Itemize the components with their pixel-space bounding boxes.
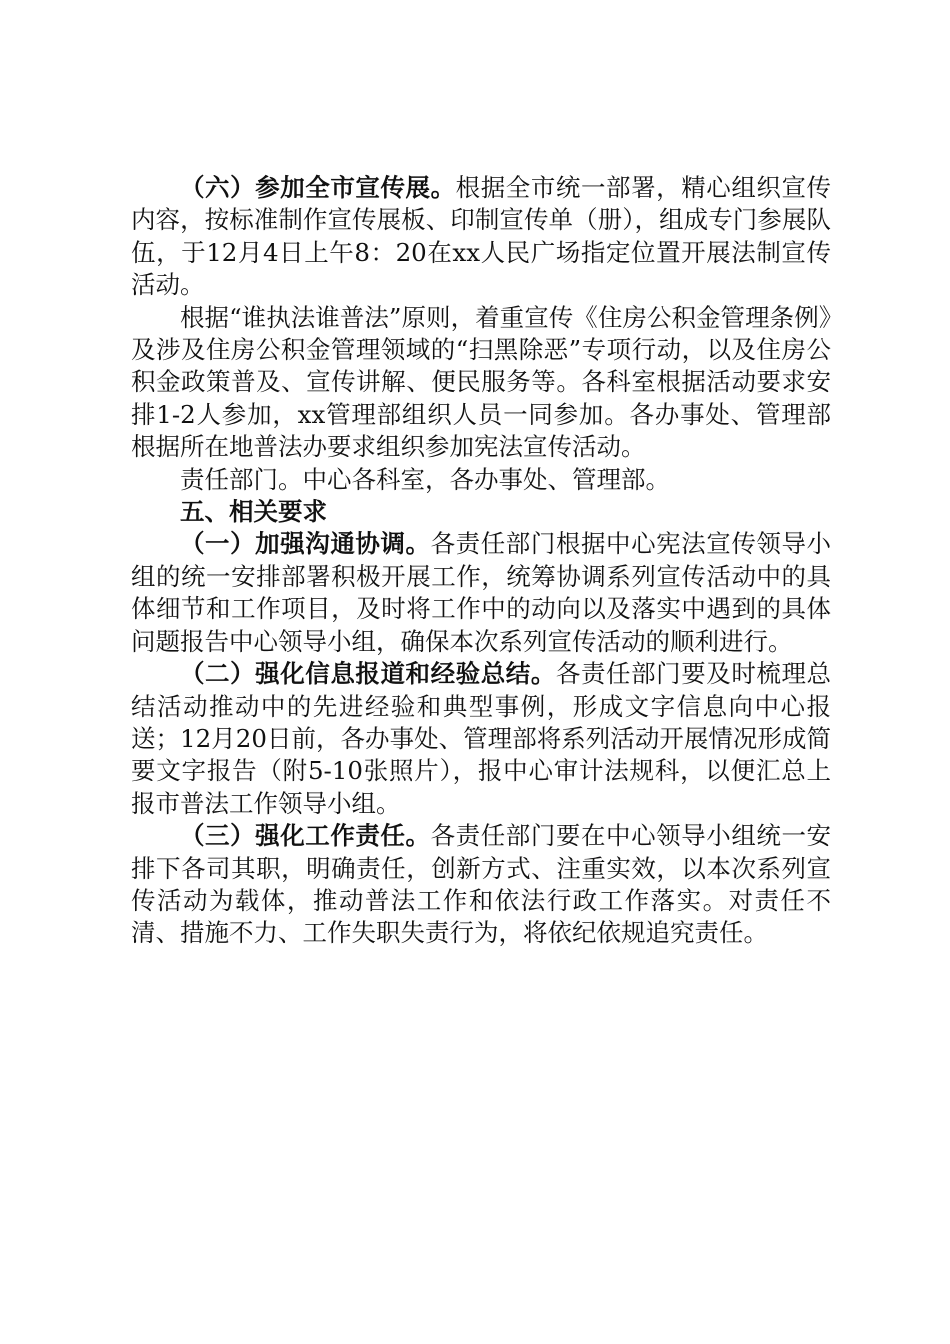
paragraph-exhibition (131, 172, 831, 302)
section-heading-requirements: 五、相关要求 (180, 497, 327, 527)
paragraph-lead-exhibition: （六）参加全市宣传展。 (180, 173, 456, 202)
paragraph-publicity-focus (131, 302, 831, 464)
document-page (131, 172, 831, 950)
paragraph-body-reporting: 各责任部门要及时梳理总结活动推动中的先进经验和典型事例，形成文字信息向中心报送；12月20日前，各办事处、管理部将系列活动开展情况形成简要文字报告（附5-10张照片），报中心审计法规科，以便汇总上报市普法工作领导小组。 (131, 659, 832, 818)
paragraph-lead-responsibility: （三）强化工作责任。 (180, 821, 431, 851)
paragraph-body-exhibition: 根据全市统一部署，精心组织宣传内容，按标准制作宣传展板、印制宣传单（册），组成专门参展队伍，于12月4日上午8：20在xx人民广场指定位置开展法制宣传活动。 (131, 173, 832, 300)
paragraph-lead-reporting: （二）强化信息报道和经验总结。 (180, 659, 556, 689)
paragraph-body-publicity-focus: 根据“谁执法谁普法”原则，着重宣传《住房公积金管理条例》及涉及住房公积金管理领域的“扫黑除恶”专项行动，以及住房公积金政策普及、宣传讲解、便民服务等。各科室根据活动要求安排1-2人参加，xx管理部组织人员一同参加。各办事处、管理部根据所在地普法办要求组织参加宪法宣传活动。 (131, 302, 831, 462)
paragraph-body-responsible-departments: 责任部门。中心各科室，各办事处、管理部。 (180, 464, 670, 494)
paragraph-lead-communication: （一）加强沟通协调。 (180, 529, 431, 559)
paragraph-responsible-departments (131, 464, 831, 496)
paragraph-communication (131, 528, 831, 658)
paragraph-body-communication: 各责任部门根据中心宪法宣传领导小组的统一安排部署积极开展工作，统筹协调系列宣传活动中的具体细节和工作项目，及时将工作中的动向以及落实中遇到的具体问题报告中心领导小组，确保本次系列宣传活动的顺利进行。 (131, 529, 832, 656)
paragraph-body-responsibility: 各责任部门要在中心领导小组统一安排下各司其职，明确责任，创新方式、注重实效，以本次系列宣传活动为载体，推动普法工作和依法行政工作落实。对责任不清、措施不力、工作失职失责行为，将依纪依规追究责任。 (131, 821, 832, 948)
paragraph-reporting (131, 658, 831, 820)
paragraph-responsibility (131, 820, 831, 950)
